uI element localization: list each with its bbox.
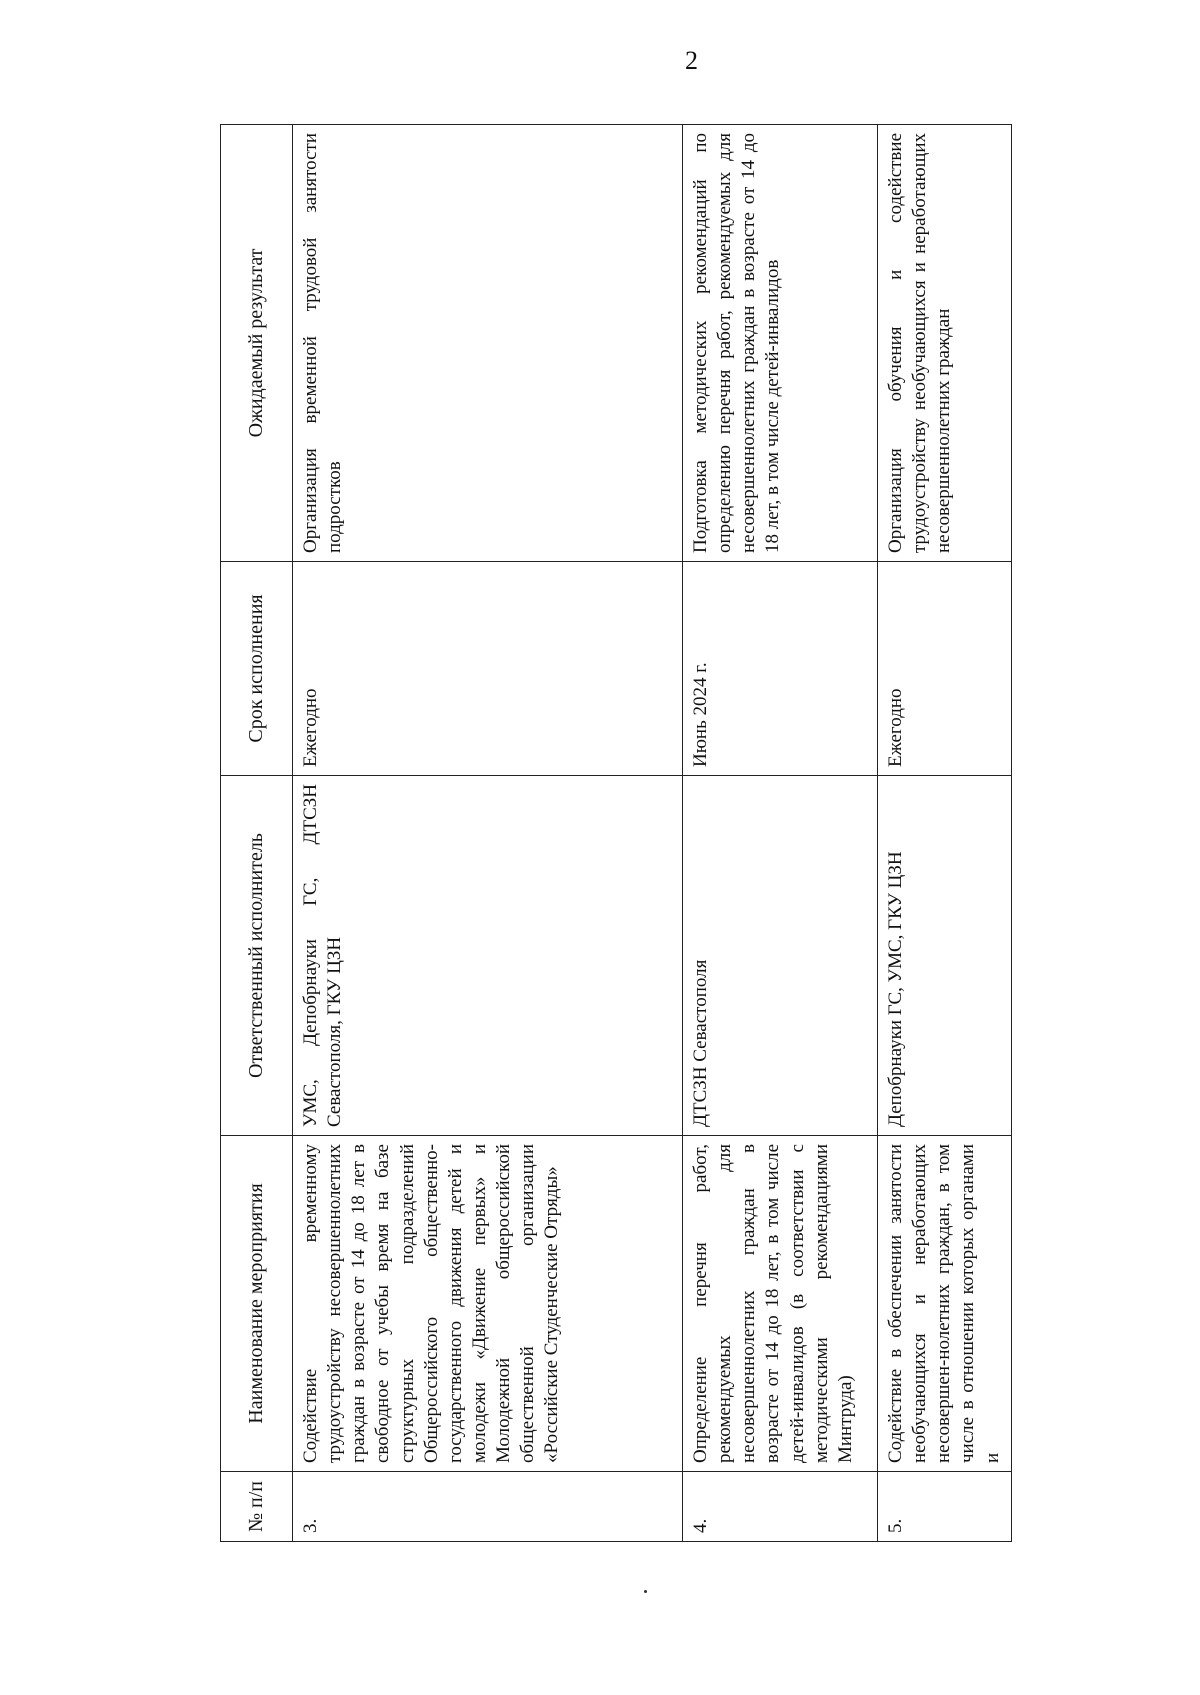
scan-speck	[644, 1590, 647, 1593]
table-row	[878, 125, 1012, 1542]
row-name: Определение перечня работ, рекомендуемых для несовершеннолетних граждан в возрасте от 14 до 18 лет, в том числе детей-инвалидов (в соответствии с методическими рекомендациями Минтруда)	[683, 1136, 878, 1472]
table-header-row	[221, 125, 293, 1542]
header-name: Наименование мероприятия	[221, 1136, 293, 1472]
header-deadline: Срок исполнения	[221, 562, 293, 776]
row-num: 5.	[878, 1472, 1012, 1542]
row-result: Организация временной трудовой занятости подростков	[293, 125, 683, 562]
row-responsible: УМС, Депобрнауки ГС, ДТСЗН Севастополя, ГКУ ЦЗН	[293, 776, 683, 1136]
rotated-table-container	[220, 125, 1003, 1542]
row-deadline: Ежегодно	[293, 562, 683, 776]
row-num: 4.	[683, 1472, 878, 1542]
row-name: Содействие временному трудоустройству несовершеннолетних граждан в возрасте от 14 до 18 лет в свободное от учебы время на базе структурных подразделений Общероссийского общественно-государственного движения детей и молодежи «Движение первых» и Молодежной общероссийской общественной организации «Российские Студенческие Отряды»	[293, 1136, 683, 1472]
header-num: № п/п	[221, 1472, 293, 1542]
table-row	[293, 125, 683, 1542]
row-deadline: Июнь 2024 г.	[683, 562, 878, 776]
row-responsible: ДТСЗН Севастополя	[683, 776, 878, 1136]
row-deadline: Ежегодно	[878, 562, 1012, 776]
table-row	[683, 125, 878, 1542]
row-result: Подготовка методических рекомендаций по определению перечня работ, рекомендуемых для несовершеннолетних граждан в возрасте от 14 до 18 лет, в том числе детей-инвалидов	[683, 125, 878, 562]
header-responsible: Ответственный исполнитель	[221, 776, 293, 1136]
header-result: Ожидаемый результат	[221, 125, 293, 562]
row-responsible: Депобрнауки ГС, УМС, ГКУ ЦЗН	[878, 776, 1012, 1136]
row-result: Организация обучения и содействие трудоустройству необучающихся и неработающих несовершеннолетних граждан	[878, 125, 1012, 562]
page-number: 2	[685, 46, 698, 75]
row-name: Содействие в обеспечении занятости необучающихся и неработающих несовершен-нолетних граждан, в том числе в отношении которых органами и	[878, 1136, 1012, 1472]
row-num: 3.	[293, 1472, 683, 1542]
events-table	[220, 124, 1012, 1542]
